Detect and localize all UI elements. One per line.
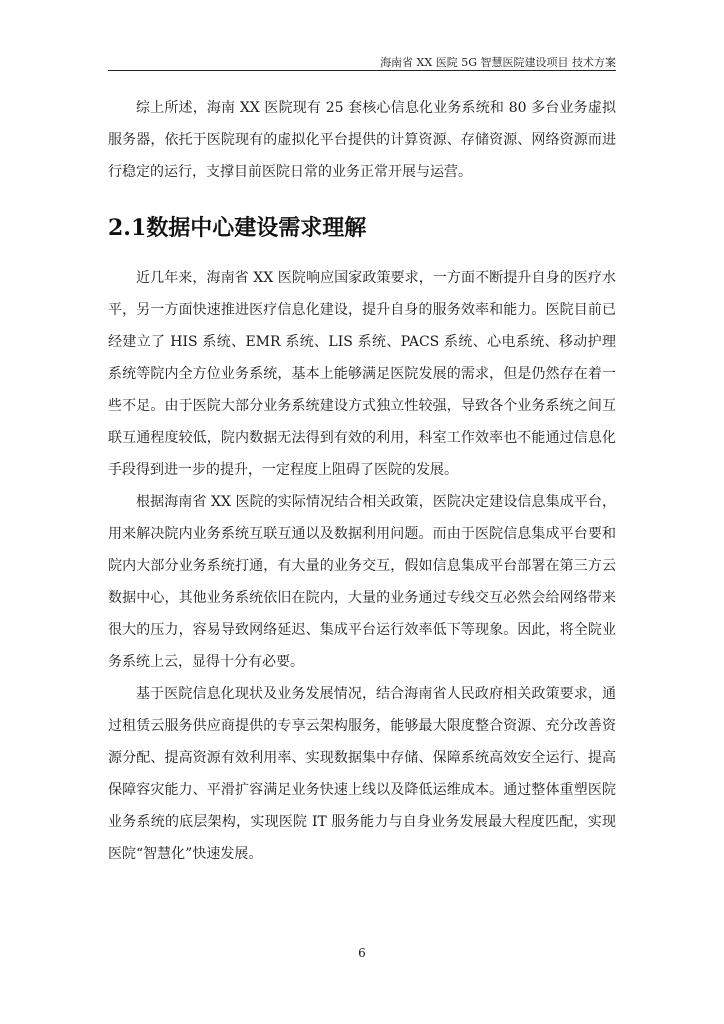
page-number: 6: [358, 946, 366, 960]
body-paragraph-2: 根据海南省 XX 医院的实际情况结合相关政策，医院决定建设信息集成平台，用来解决院内业务系统互联互通以及数据利用问题。而由于医院信息集成平台要和院内大部分业务系统打通，有大量的业务交互，假如信息集成平台部署在第三方云数据中心，其他业务系统依旧在院内，大量的业务通过专线交互必然会给网络带来很大的压力，容易导致网络延迟、集成平台运行效率低下等现象。因此，将全院业务系统上云，显得十分有必要。: [108, 494, 616, 670]
body-paragraph-1: 近几年来，海南省 XX 医院响应国家政策要求，一方面不断提升自身的医疗水平，另一方面快速推进医疗信息化建设，提升自身的服务效率和能力。医院目前已经建立了 HIS 系统、EMR 系统、LIS 系统、PACS 系统、心电系统、移动护理系统等院内全方位业务系统，基本上能够满足医院发展的需求，但是仍然存在着一些不足。由于医院大部分业务系统建设方式独立性较强，导致各个业务系统之间互联互通程度较低，院内数据无法得到有效的利用，科室工作效率也不能通过信息化手段得到进一步的提升，一定程度上阻碍了医院的发展。: [108, 270, 616, 478]
header-divider: [108, 70, 616, 71]
page-body: [108, 92, 616, 870]
body-paragraph-3: 基于医院信息化现状及业务发展情况，结合海南省人民政府相关政策要求，通过租赁云服务供应商提供的专享云架构服务，能够最大限度整合资源、充分改善资源分配、提高资源有效利用率、实现数据集中存储、保障系统高效安全运行、提高保障容灾能力、平滑扩容满足业务快速上线以及降低运维成本。通过整体重塑医院业务系统的底层架构，实现医院 IT 服务能力与自身业务发展最大程度匹配，实现医院“智慧化”快速发展。: [108, 686, 616, 862]
section-heading: 2.1数据中心建设需求理解: [108, 215, 367, 241]
page-header: 海南省 XX 医院 5G 智慧医院建设项目 技术方案: [380, 56, 616, 69]
intro-paragraph: 综上所述，海南 XX 医院现有 25 套核心信息化业务系统和 80 多台业务虚拟服务器，依托于医院现有的虚拟化平台提供的计算资源、存储资源、网络资源而进行稳定的运行，支撑目前医院日常的业务正常开展与运营。: [108, 100, 616, 180]
